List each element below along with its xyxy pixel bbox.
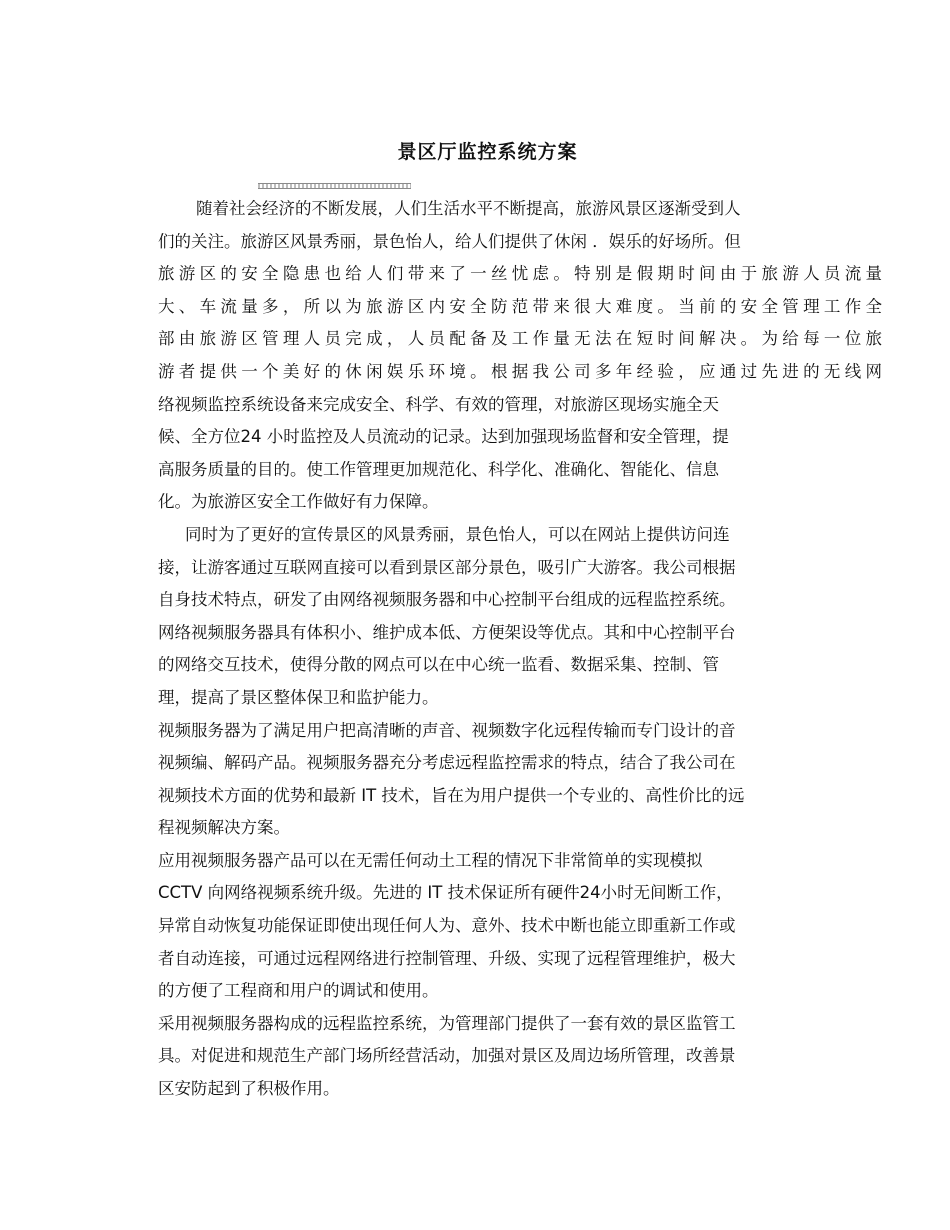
document-body [158,193,882,1106]
text-line: CCTV 向网络视频系统升级。先进的 IT 技术保证所有硬件24小时无间断工作， [158,883,733,903]
text-line: 同时为了更好的宣传景区的风景秀丽，景色怡人，可以在网站上提供访问连 [185,524,730,544]
text-line: 程视频解决方案。 [158,818,290,838]
text-line: 具。对促进和规范生产部门场所经营活动，加强对景区及周边场所管理，改善景 [158,1046,736,1066]
text-line: 候、全方位24 小时监控及人员流动的记录。达到加强现场监督和安全管理，提 [158,427,729,447]
text-line: 者自动连接，可通过远程网络进行控制管理、升级、实现了远程管理维护，极大 [158,948,736,968]
text-line: 化。为旅游区安全工作做好有力保障。 [158,492,439,512]
text-line: 部由旅游区管理人员完成，人员配备及工作量无法在短时间解决。为给每一位旅 [158,329,882,349]
text-line: 区安防起到了积极作用。 [158,1079,340,1099]
text-line: 自身技术特点，研发了由网络视频服务器和中心控制平台组成的远程监控系统。 [158,590,736,610]
text-line: 视频编、解码产品。视频服务器充分考虑远程监控需求的特点，结合了我公司在 [158,753,736,773]
text-line: 大、车流量多，所以为旅游区内安全防范带来很大难度。当前的安全管理工作全 [158,296,882,316]
text-line: 的网络交互技术，使得分散的网点可以在中心统一监看、数据采集、控制、管 [158,655,719,675]
text-line: 旅游区的安全隐患也给人们带来了一丝忧虑。特别是假期时间由于旅游人员流量 [158,264,882,284]
text-line: 网络视频服务器具有体积小、维护成本低、方便架设等优点。其和中心控制平台 [158,622,736,642]
text-line: 络视频监控系统设备来完成安全、科学、有效的管理，对旅游区现场实施全天 [158,394,719,414]
text-line: 视频技术方面的优势和最新 IT 技术，旨在为用户提供一个专业的、高性价比的远 [158,785,745,805]
document-title: 景区厅监控系统方案 [397,141,578,163]
text-line: 随着社会经济的不断发展，人们生活水平不断提高，旅游风景区逐渐受到人 [196,199,741,218]
text-line: 采用视频服务器构成的远程监控系统，为管理部门提供了一套有效的景区监管工 [158,1013,736,1033]
text-line: 异常自动恢复功能保证即使出现任何人为、意外、技术中断也能立即重新工作或 [158,916,736,936]
text-line: 应用视频服务器产品可以在无需任何动土工程的情况下非常简单的实现模拟 [158,850,703,870]
text-line: 视频服务器为了满足用户把高清晰的声音、视频数字化远程传输而专门设计的音 [158,720,736,740]
bookmark-marker [258,183,411,189]
text-line: 游者提供一个美好的休闲娱乐环境。根据我公司多年经验，应通过先进的无线网 [158,361,882,381]
text-line: 高服务质量的目的。使工作管理更加规范化、科学化、准确化、智能化、信息 [158,459,719,479]
text-line: 的方便了工程商和用户的调试和使用。 [158,981,439,1001]
text-line: 接，让游客通过互联网直接可以看到景区部分景色，吸引广大游客。我公司根据 [158,557,736,577]
text-line: 们的关注。旅游区风景秀丽，景色怡人，给人们提供了休闲 ．娱乐的好场所。但 [158,231,741,251]
text-line: 理，提高了景区整体保卫和监护能力。 [158,687,439,707]
